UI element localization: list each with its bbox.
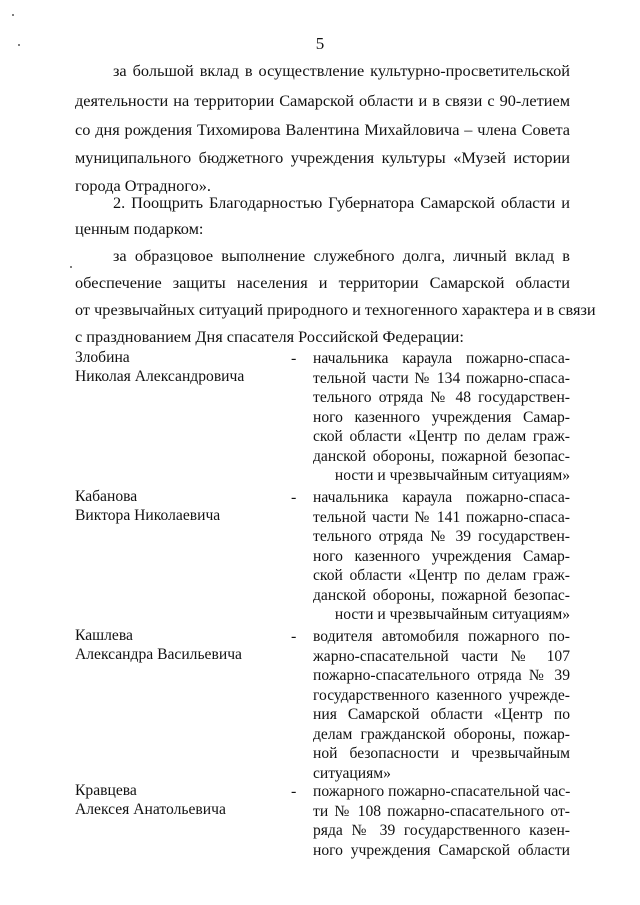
position-line: ти № 108 пожарно-спасательного от- [313,802,570,820]
reason-line: от чрезвычайных ситуаций природного и техногенного характера и в связи [75,300,596,319]
position-line: пожарного пожарно-спасательной час- [313,783,571,800]
awardee-given-name: Алексея Анатольевича [75,801,226,818]
position-line: данской обороны, пожарной безопас- [313,586,570,604]
scan-speck [18,44,20,46]
entry-dash: - [291,628,297,645]
entry-dash: - [291,350,297,367]
position-line: начальника караула пожарно-спаса- [313,489,570,506]
position-line: тельного отряда № 48 государствен- [313,389,570,406]
scan-speck [12,14,14,16]
position-line: ряда № 39 государственного казен- [313,822,570,839]
position-line: ния Самарской области «Центр по [313,706,570,723]
position-line: ности и чрезвычайным ситуациям» [334,467,570,484]
reason-line: за образцовое выполнение служебного долга, личный вклад в [113,246,570,265]
position-line: делам гражданской обороны, пожар- [313,725,570,743]
position-line: данской обороны, пожарной безопас- [313,447,570,465]
position-line: ного казенного учреждения Самар- [313,547,570,565]
awardee-surname: Злобина [75,349,130,366]
position-line: начальника караула пожарно-спаса- [313,350,570,367]
intro-line: деятельности на территории Самарской области и в связи с 90-летием [75,91,570,110]
awardee-given-name: Виктора Николаевича [75,507,221,524]
position-line: тельной части № 134 пожарно-спаса- [313,369,570,387]
position-line: жарно-спасательной части № 107 [313,647,570,665]
awardee-surname: Кабанова [75,488,138,505]
entry-dash: - [291,783,297,800]
position-line: ситуациям» [313,764,391,782]
position-line: тельного отряда № 39 государствен- [313,528,570,545]
awardee-position [313,488,570,625]
intro-line: муниципального бюджетного учреждения культуры «Музей истории [75,148,570,167]
position-line: тельной части № 141 пожарно-спаса- [313,508,570,526]
item2-line: ценным подарком: [75,219,204,238]
page-number: 5 [315,34,325,53]
item2-line: 2. Поощрить Благодарностью Губернатора Самарской области и [113,193,570,212]
awardee-surname: Кашлева [75,627,133,644]
reason-line: обеспечение защиты населения и территории Самарской области [75,273,570,292]
awardee-given-name: Николая Александровича [75,368,245,385]
position-line: пожарно-спасательного отряда № 39 [313,667,570,684]
awardee-given-name: Александра Васильевича [75,646,242,663]
scan-speck [70,266,72,268]
position-line: государственного казенного учрежде- [313,686,570,704]
intro-line: со дня рождения Тихомирова Валентина Михайловича – члена Совета [75,120,570,139]
intro-line: за большой вклад в осуществление культурно-просветительской [113,61,570,80]
awardee-position [313,349,570,486]
awardee-position [313,627,570,783]
position-line: ности и чрезвычайным ситуациям» [334,606,570,623]
position-line: ской области «Центр по делам граж- [313,428,570,445]
position-line: ного казенного учреждения Самар- [313,408,570,426]
position-line: водителя автомобиля пожарного по- [313,628,570,645]
intro-line: города Отрадного». [75,176,212,195]
position-line: ской области «Центр по делам граж- [313,567,570,584]
awardee-surname: Кравцева [75,782,137,799]
reason-line: с празднованием Дня спасателя Российской Федерации: [75,327,464,346]
position-line: ной безопасности и чрезвычайным [313,745,570,762]
position-line: ного учреждения Самарской области [313,841,570,859]
entry-dash: - [291,489,297,506]
awardee-position [313,782,570,860]
